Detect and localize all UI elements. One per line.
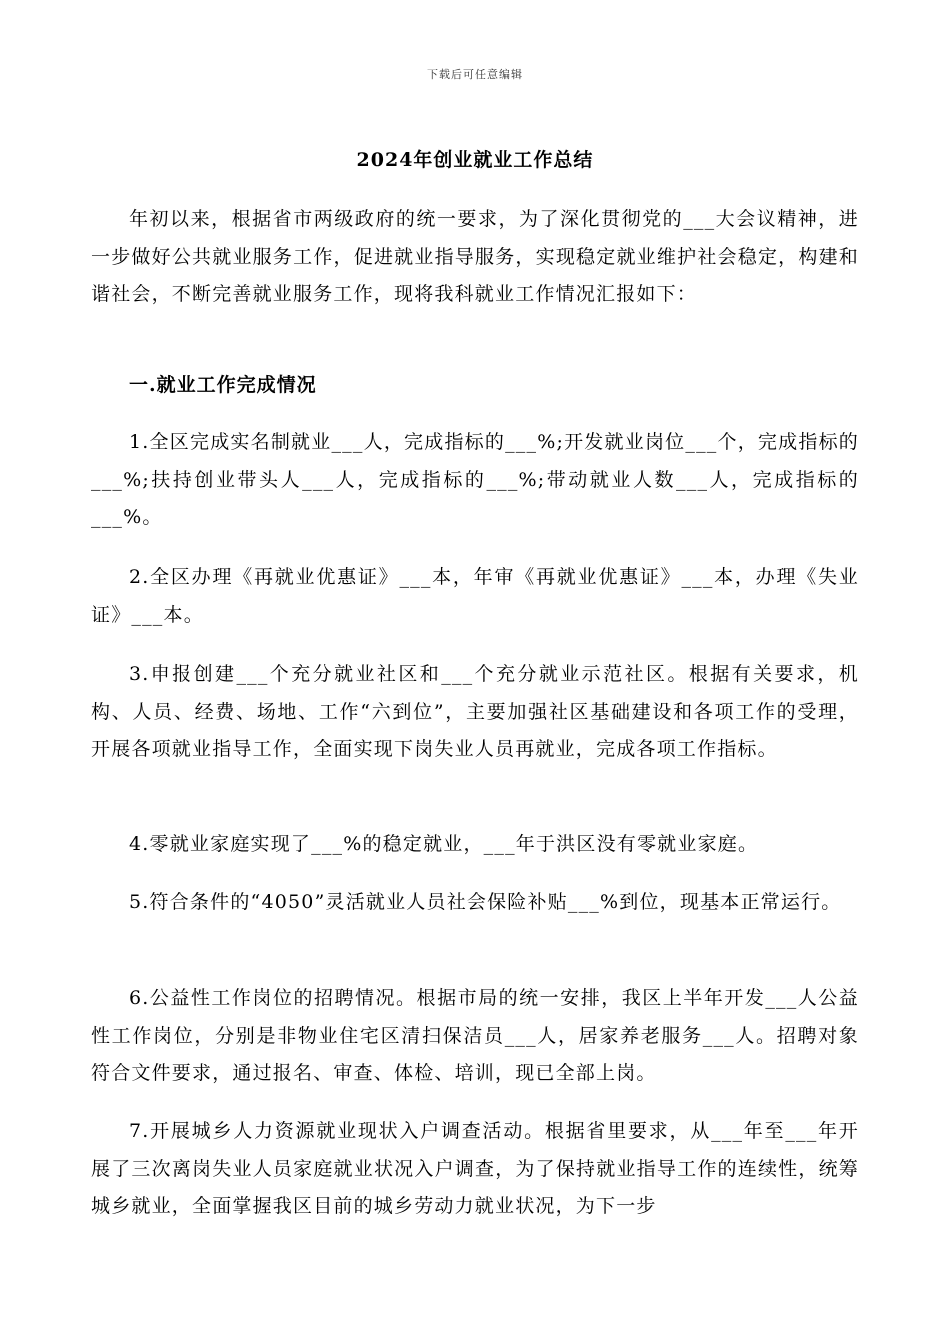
item-paragraph-1: 1.全区完成实名制就业___人，完成指标的___%;开发就业岗位___个，完成指标的___%;扶持创业带头人___人，完成指标的___%;带动就业人数___人，完成指标的___%。 bbox=[91, 431, 859, 528]
item-paragraph-3: 3.申报创建___个充分就业社区和___个充分就业示范社区。根据有关要求，机构、人员、经费、场地、工作“六到位”，主要加强社区基础建设和各项工作的受理，开展各项就业指导工作，全面实现下岗失业人员再就业，完成各项工作指标。 bbox=[91, 663, 859, 760]
item-paragraph-7: 7.开展城乡人力资源就业现状入户调查活动。根据省里要求，从___年至___年开展了三次离岗失业人员家庭就业状况入户调查，为了保持就业指导工作的连续性，统筹城乡就业，全面掌握我区目前的城乡劳动力就业状况，为下一步 bbox=[91, 1120, 859, 1217]
item-paragraph-5: 5.符合条件的“4050”灵活就业人员社会保险补贴___%到位，现基本正常运行。 bbox=[129, 891, 842, 913]
document-title: 2024年创业就业工作总结 bbox=[356, 149, 594, 171]
section-heading-1: 一.就业工作完成情况 bbox=[129, 374, 317, 396]
intro-paragraph: 年初以来，根据省市两级政府的统一要求，为了深化贯彻党的___大会议精神，进一步做好公共就业服务工作，促进就业指导服务，实现稳定就业维护社会稳定，构建和谐社会，不断完善就业服务工作，现将我科就业工作情况汇报如下： bbox=[91, 208, 859, 305]
item-paragraph-4: 4.零就业家庭实现了___%的稳定就业，___年于洪区没有零就业家庭。 bbox=[129, 833, 759, 855]
item-paragraph-2: 2.全区办理《再就业优惠证》___本，年审《再就业优惠证》___本，办理《失业证》___本。 bbox=[91, 566, 859, 626]
header-note: 下载后可任意编辑 bbox=[427, 68, 523, 81]
item-paragraph-6: 6.公益性工作岗位的招聘情况。根据市局的统一安排，我区上半年开发___人公益性工作岗位，分别是非物业住宅区清扫保洁员___人，居家养老服务___人。招聘对象符合文件要求，通过报名、审查、体检、培训，现已全部上岗。 bbox=[91, 987, 859, 1084]
